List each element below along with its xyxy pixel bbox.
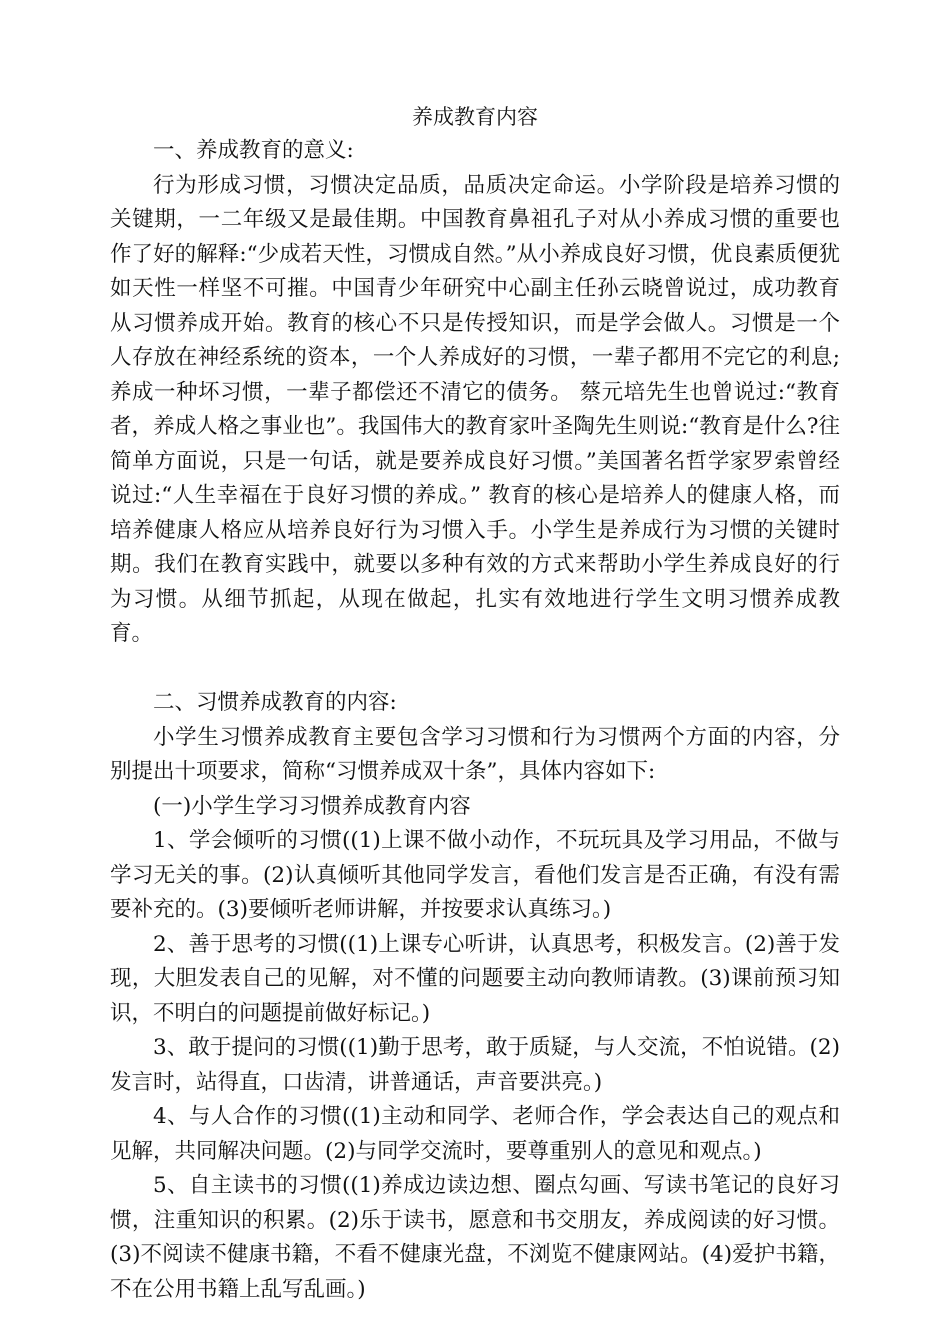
habit-item-5: 5、自主读书的习惯((1)养成边读边想、圈点勾画、写读书笔记的良好习惯，注重知识的积累。(2)乐于读书，愿意和书交朋友，养成阅读的好习惯。(3)不阅读不健康书籍，不看不健康光盘，不浏览不健康网站。(4)爱护书籍，不在公用书籍上乱写乱画。)	[110, 1173, 840, 1302]
habit-item-2: 2、善于思考的习惯((1)上课专心听讲，认真思考，积极发言。(2)善于发现，大胆发表自己的见解，对不懂的问题要主动向教师请教。(3)课前预习知识，不明白的问题提前做好标记。)	[110, 931, 840, 1026]
habit-item-3: 3、敢于提问的习惯((1)勤于思考，敢于质疑，与人交流，不怕说错。(2)发言时，站得直，口齿清，讲普通话，声音要洪亮。)	[110, 1035, 840, 1095]
document-page	[110, 100, 840, 1307]
section2-heading: 二、习惯养成教育的内容:	[153, 690, 397, 715]
section1-heading: 一、养成教育的意义:	[153, 138, 354, 163]
habit-item-1: 1、学会倾听的习惯((1)上课不做小动作，不玩玩具及学习用品，不做与学习无关的事。(2)认真倾听其他同学发言，看他们发言是否正确，有没有需要补充的。(3)要倾听老师讲解，并按要求认真练习。)	[110, 828, 840, 922]
document-title: 养成教育内容	[412, 105, 538, 129]
habit-item-4: 4、与人合作的习惯((1)主动和同学、老师合作，学会表达自己的观点和见解，共同解决问题。(2)与同学交流时，要尊重别人的意见和观点。)	[110, 1104, 840, 1164]
section2-subheading: (一)小学生学习习惯养成教育内容	[153, 793, 471, 819]
section1-paragraph: 行为形成习惯，习惯决定品质，品质决定命运。小学阶段是培养习惯的关键期，一二年级又是最佳期。中国教育鼻祖孔子对从小养成习惯的重要也作了好的解释:“少成若天性，习惯成自然。”从小养成良好习惯，优良素质便犹如天性一样坚不可摧。中国青少年研究中心副主任孙云晓曾说过，成功教育从习惯养成开始。教育的核心不只是传授知识，而是学会做人。习惯是一个人存放在神经系统的资本，一个人养成好的习惯，一辈子都用不完它的利息;养成一种坏习惯，一辈子都偿还不清它的债务。 蔡元培先生也曾说过:“教育者，养成人格之事业也”。我国伟大的教育家叶圣陶先生则说:“教育是什么?往简单方面说，只是一句话，就是要养成良好习惯。”美国著名哲学家罗索曾经说过:“人生幸福在于良好习惯的养成。” 教育的核心是培养人的健康人格，而培养健康人格应从培养良好行为习惯入手。小学生是养成行为习惯的关键时期。我们在教育实践中，就要以多种有效的方式来帮助小学生养成良好的行为习惯。从细节抓起，从现在做起，扎实有效地进行学生文明习惯养成教育。	[110, 172, 840, 646]
blank-line	[110, 652, 840, 687]
section2-intro: 小学生习惯养成教育主要包含学习习惯和行为习惯两个方面的内容，分别提出十项要求，简称“习惯养成双十条”，具体内容如下:	[110, 724, 840, 784]
